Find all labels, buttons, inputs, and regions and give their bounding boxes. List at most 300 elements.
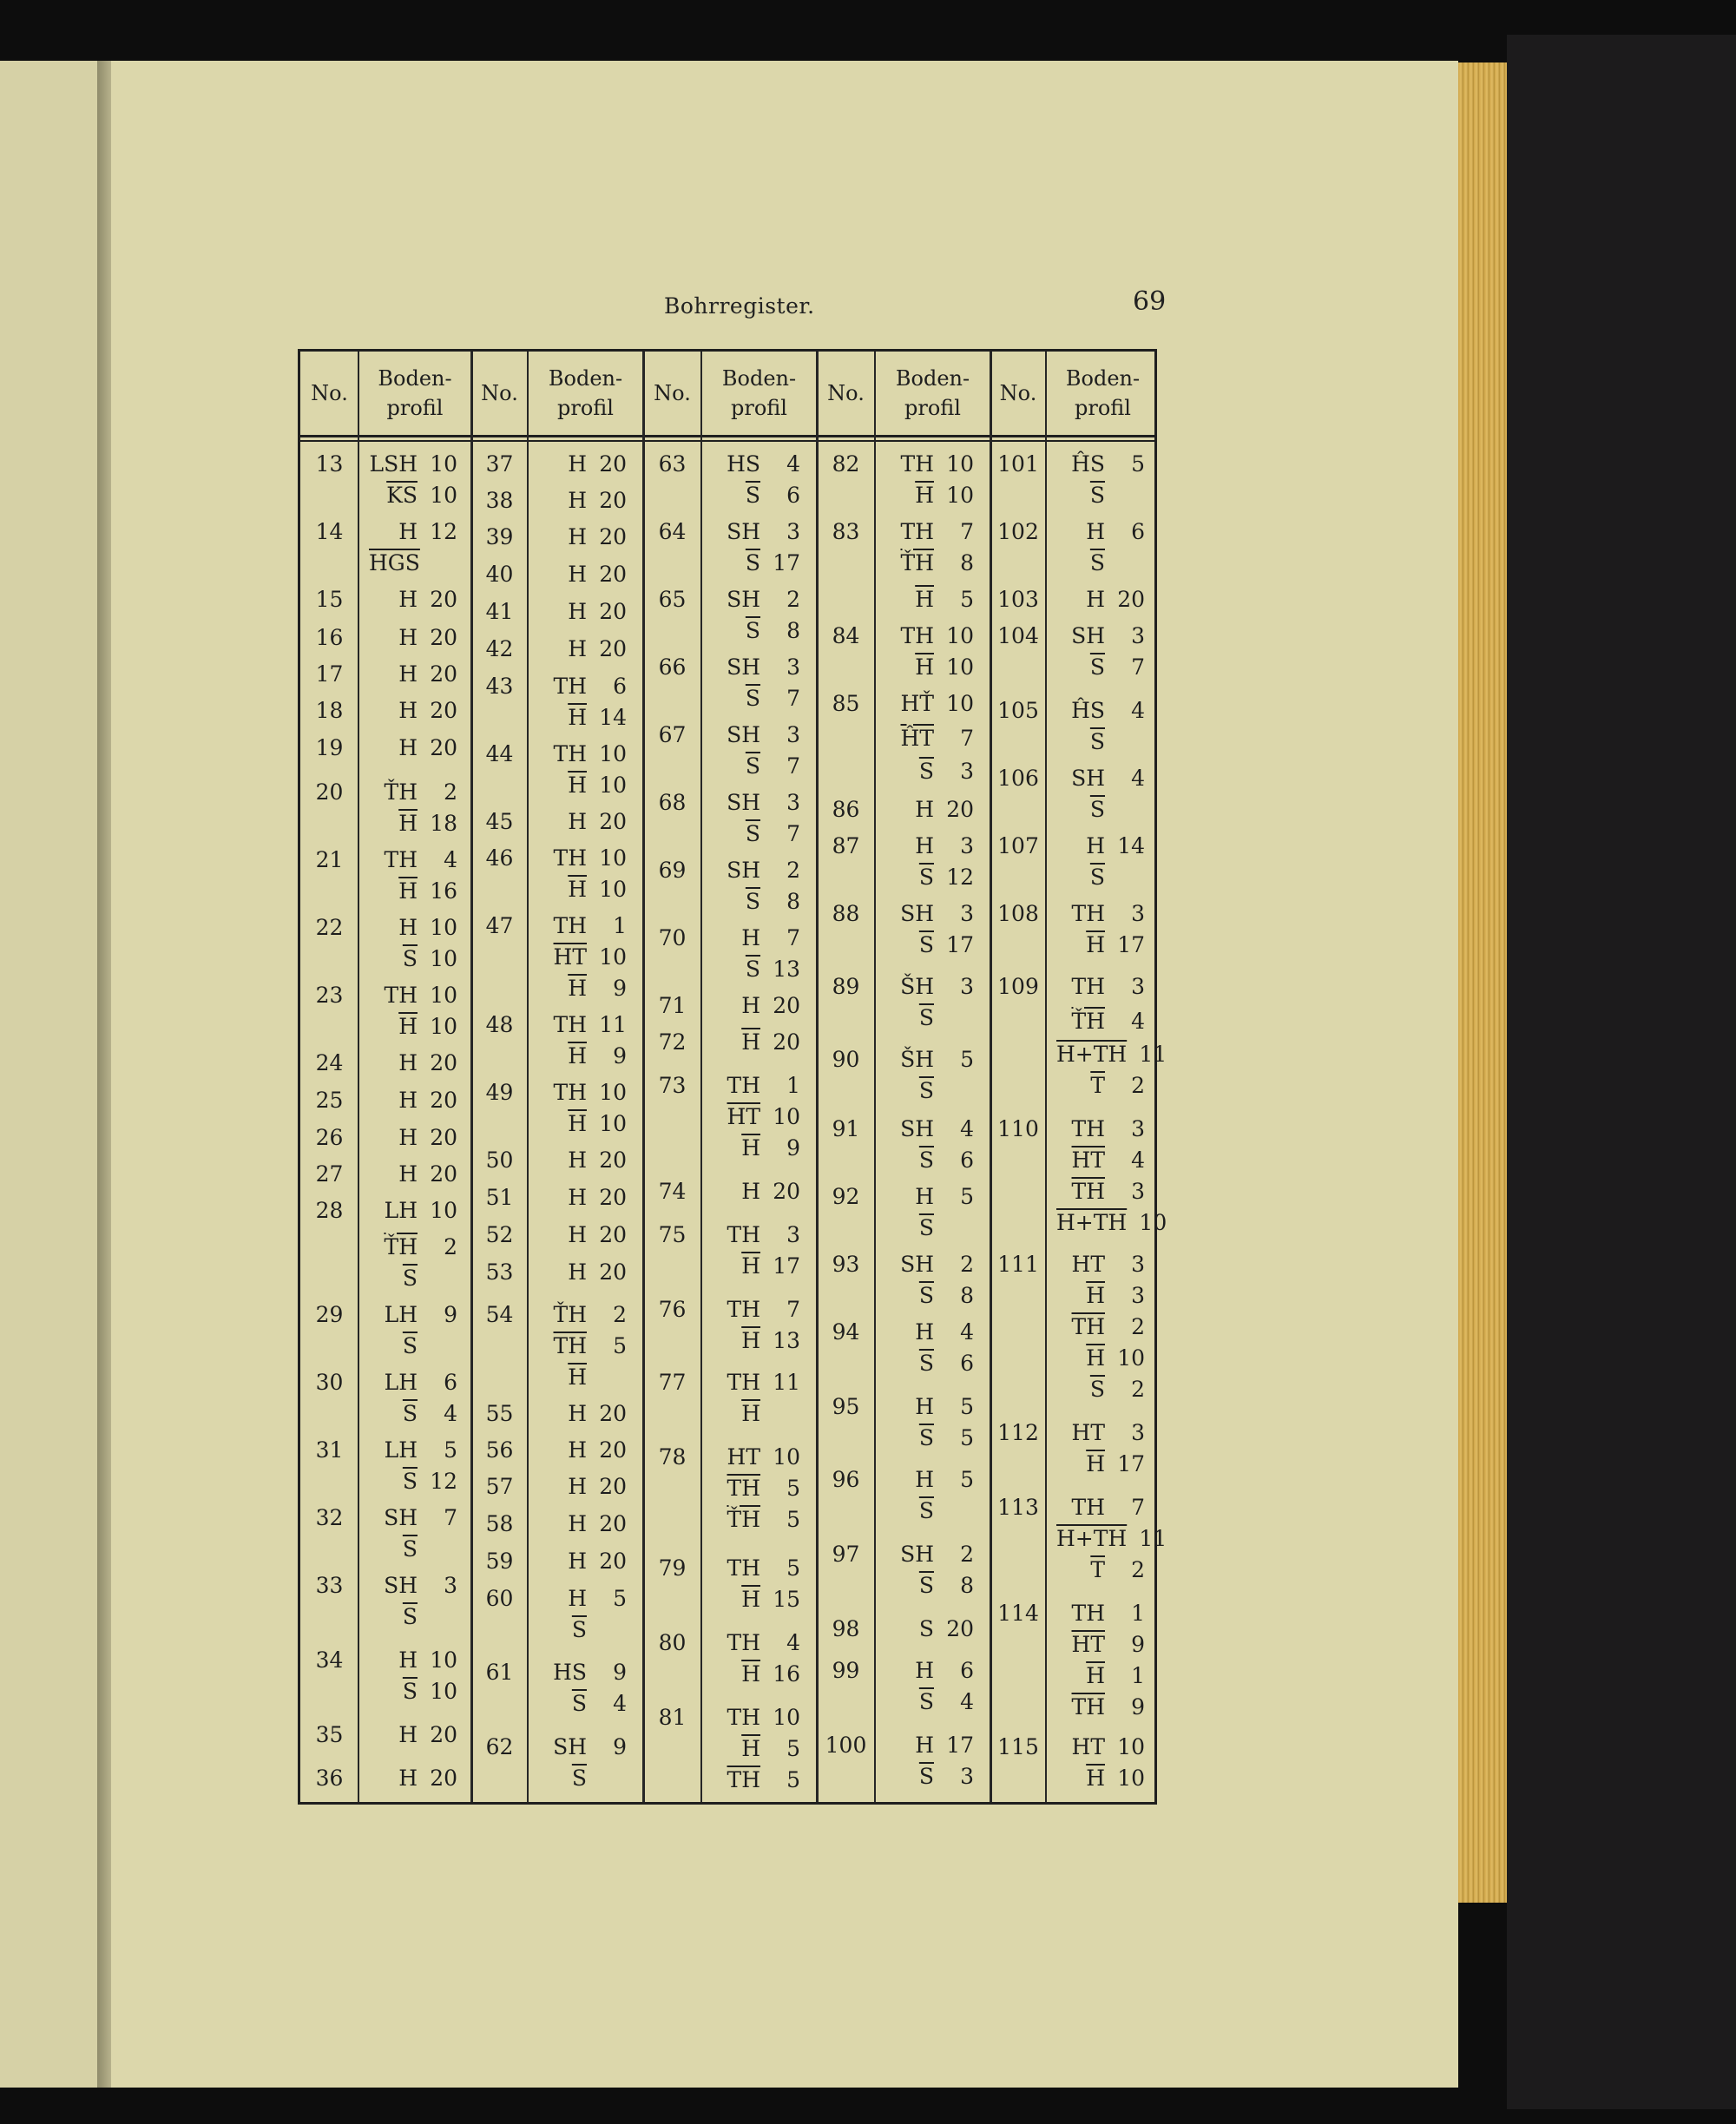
row-number: 13	[315, 451, 344, 477]
thickness-value: 10	[430, 946, 457, 971]
row-number: 15	[315, 587, 344, 612]
soil-code: $\overline{S}$	[1089, 729, 1105, 754]
thickness-value: 2	[1131, 1557, 1145, 1582]
row-number: 67	[658, 722, 687, 747]
profile-line	[1056, 519, 1145, 545]
soil-code: $\overline{S}$	[1089, 1377, 1105, 1402]
profile-line	[885, 1078, 974, 1104]
soil-code: $\overline{H}$	[741, 1587, 760, 1612]
thickness-value: 4	[960, 1689, 974, 1714]
thickness-value: 7	[786, 821, 800, 846]
row-number: 103	[997, 587, 1039, 612]
thickness-value: 4	[786, 1630, 800, 1655]
thickness-value: 3	[1131, 1420, 1145, 1445]
soil-code: HS	[553, 1660, 587, 1685]
thickness-value: 11	[1139, 1526, 1167, 1551]
soil-code: $\overline{HT}$	[727, 1104, 760, 1129]
thickness-value: 10	[1117, 1345, 1145, 1371]
soil-code: H	[568, 809, 587, 834]
thickness-value: 6	[786, 483, 800, 508]
profile-line	[885, 1215, 974, 1241]
profile-line	[538, 1012, 627, 1038]
thickness-value: 3	[444, 1573, 457, 1598]
soil-code: SH	[727, 858, 760, 883]
profile-line	[712, 753, 800, 779]
thickness-value: 2	[444, 1234, 457, 1259]
profile-line	[369, 483, 457, 509]
thickness-value: 4	[1131, 1147, 1145, 1173]
thickness-value: 20	[430, 735, 457, 760]
row-number: 46	[485, 845, 514, 871]
row-number: 61	[485, 1660, 514, 1685]
soil-code: H	[398, 1766, 418, 1791]
row-number: 102	[997, 519, 1039, 544]
row-number: 88	[832, 901, 860, 926]
soil-code: H	[398, 587, 418, 612]
soil-code: $\overline{S}$	[918, 1425, 934, 1450]
thickness-value: 20	[946, 1616, 974, 1641]
soil-code: TH	[900, 451, 934, 477]
soil-code: SH	[1071, 623, 1105, 648]
profile-line	[369, 1266, 457, 1292]
thickness-value: 20	[430, 625, 457, 650]
soil-code: LSH	[369, 451, 418, 477]
profile-line	[1056, 1283, 1145, 1309]
soil-code: H	[915, 1467, 934, 1492]
header-profil-line2: profil	[557, 396, 614, 420]
soil-code: H	[568, 1185, 587, 1210]
profile-line	[885, 1573, 974, 1599]
row-number: 36	[315, 1766, 344, 1791]
thickness-value: 6	[960, 1351, 974, 1376]
profile-line	[885, 519, 974, 545]
profile-line	[1056, 1451, 1145, 1477]
soil-code: $\overline{S}$	[745, 686, 760, 711]
header-profil-line1: Boden-	[548, 366, 623, 391]
soil-code: $\overline{S}$	[745, 550, 760, 575]
row-number: 83	[832, 519, 860, 544]
soil-code: H	[568, 1259, 587, 1285]
thickness-value: 9	[1131, 1632, 1145, 1657]
thickness-value: 10	[599, 741, 627, 766]
profile-line	[369, 1234, 457, 1260]
soil-code: $\overline{H}$	[568, 877, 587, 902]
soil-code: H	[398, 625, 418, 650]
soil-code: $\overline{S}$	[402, 1266, 418, 1291]
profile-line	[885, 587, 974, 613]
profile-line	[1056, 1601, 1145, 1627]
profile-line	[885, 974, 974, 1000]
profile-line	[538, 773, 627, 799]
soil-code: TH	[1071, 1495, 1105, 1520]
profile-line	[538, 1302, 627, 1328]
row-number: 24	[315, 1050, 344, 1075]
row-number: 45	[485, 809, 514, 834]
profile-line	[538, 1147, 627, 1174]
thickness-value: 20	[599, 1511, 627, 1536]
thickness-value: 10	[599, 1080, 627, 1105]
soil-code: H	[568, 562, 587, 587]
soil-code: H	[915, 1733, 934, 1758]
thickness-value: 6	[960, 1147, 974, 1173]
soil-code: H	[741, 993, 760, 1018]
row-number: 99	[832, 1658, 860, 1683]
row-number: 53	[485, 1259, 514, 1285]
row-number: 55	[485, 1401, 514, 1426]
thickness-value: 8	[786, 889, 800, 914]
profile-line	[538, 1617, 627, 1643]
soil-code: $\overline{H}$	[741, 1401, 760, 1426]
soil-code: $\overline{S}$	[918, 1078, 934, 1103]
row-number: 14	[315, 519, 344, 544]
profile-line	[538, 1185, 627, 1211]
row-number: 73	[658, 1073, 687, 1098]
running-title: Bohrregister.	[664, 293, 815, 319]
profile-line	[885, 833, 974, 859]
soil-code: SH	[727, 519, 760, 544]
soil-code: H	[1086, 519, 1105, 544]
profile-line	[369, 1014, 457, 1040]
profile-line	[1056, 1252, 1145, 1278]
thickness-value: 10	[946, 691, 974, 716]
thickness-value: 9	[1131, 1694, 1145, 1720]
profile-line	[538, 1691, 627, 1717]
profile-line	[712, 1507, 800, 1533]
header-bodenprofil	[528, 352, 643, 435]
profile-line	[885, 1733, 974, 1759]
profile-line	[885, 654, 974, 681]
soil-code: $\overline{H}$	[741, 1328, 760, 1353]
soil-code: HŤ	[900, 691, 934, 716]
row-number: 20	[315, 779, 344, 805]
header-profil-line2: profil	[731, 396, 787, 420]
thickness-value: 1	[613, 913, 627, 938]
soil-code: TH	[553, 741, 587, 766]
soil-code: $\overline{S}$	[918, 1689, 934, 1714]
soil-code: TH	[553, 1080, 587, 1105]
profile-line	[538, 741, 627, 767]
soil-code: HT	[1071, 1252, 1105, 1277]
thickness-value: 12	[430, 1469, 457, 1494]
soil-code: TH	[384, 983, 418, 1008]
profile-line	[885, 1542, 974, 1568]
thickness-value: 11	[599, 1012, 627, 1037]
soil-code: SH	[384, 1505, 418, 1530]
row-number: 40	[485, 562, 514, 587]
profile-line	[1056, 1314, 1145, 1340]
profile-line	[538, 913, 627, 939]
page-number: 69	[1133, 286, 1167, 317]
soil-code: S	[918, 1616, 934, 1641]
row-number: 115	[997, 1734, 1039, 1759]
soil-code: $\overline{S}$	[745, 753, 760, 779]
thickness-value: 6	[444, 1370, 457, 1395]
profile-line	[885, 1047, 974, 1073]
header-no	[643, 352, 701, 435]
soil-code: $\overline{S}$	[402, 1469, 418, 1494]
row-number: 111	[997, 1252, 1039, 1277]
thickness-value: 10	[599, 944, 627, 970]
thickness-value: 10	[1139, 1210, 1167, 1235]
soil-code: $\overline{S}$	[571, 1766, 587, 1791]
profile-line	[885, 1252, 974, 1278]
soil-code: H+TH	[1056, 1042, 1128, 1067]
profile-line	[712, 889, 800, 915]
soil-code: $\overline{HT}$	[1071, 1147, 1105, 1173]
profile-line	[369, 811, 457, 837]
soil-code: $\overline{S}$	[745, 483, 760, 508]
thickness-value: 4	[613, 1691, 627, 1716]
thickness-value: 4	[960, 1319, 974, 1345]
profile-line	[712, 957, 800, 983]
profile-line	[369, 1604, 457, 1630]
profile-line	[712, 1587, 800, 1613]
soil-code: H	[568, 1511, 587, 1536]
profile-line	[712, 451, 800, 477]
soil-code: $\overline{ŤH}$	[1071, 1009, 1105, 1034]
column-divider	[1045, 352, 1047, 1802]
profile-line	[538, 1586, 627, 1612]
thickness-value: 20	[599, 1549, 627, 1574]
soil-code: $\overline{H}$	[568, 1364, 587, 1390]
thickness-value: 13	[773, 957, 800, 982]
row-number: 76	[658, 1297, 687, 1322]
page-edges	[1458, 62, 1507, 1903]
profile-line	[1056, 1557, 1145, 1583]
soil-code: H	[398, 661, 418, 687]
thickness-value: 20	[430, 698, 457, 723]
soil-code: $\overline{H}$	[915, 587, 934, 612]
thickness-value: 3	[786, 519, 800, 544]
profile-line	[369, 1370, 457, 1396]
thickness-value: 17	[946, 932, 974, 957]
profile-line	[1056, 1210, 1167, 1236]
row-number: 27	[315, 1161, 344, 1187]
thickness-value: 10	[946, 654, 974, 680]
soil-code: $\overline{H}$	[915, 654, 934, 680]
profile-line	[538, 1333, 627, 1359]
profile-line	[369, 587, 457, 613]
profile-line	[369, 1302, 457, 1328]
row-number: 35	[315, 1722, 344, 1747]
row-number: 82	[832, 451, 860, 477]
profile-line	[885, 1498, 974, 1524]
thickness-value: 7	[786, 1297, 800, 1322]
header-rule	[300, 435, 1154, 442]
profile-line	[885, 1184, 974, 1210]
book-gutter	[97, 61, 111, 2088]
soil-code: H	[398, 1647, 418, 1673]
thickness-value: 5	[960, 587, 974, 612]
profile-line	[538, 845, 627, 871]
thickness-value: 2	[1131, 1073, 1145, 1098]
soil-code: $\overline{S}$	[402, 1536, 418, 1562]
profile-line	[712, 1328, 800, 1354]
soil-code: $\overline{S}$	[918, 1283, 934, 1308]
row-number: 51	[485, 1185, 514, 1210]
row-number: 32	[315, 1505, 344, 1530]
soil-code: TH	[553, 913, 587, 938]
soil-code: $\overline{S}$	[918, 1573, 934, 1598]
thickness-value: 17	[773, 550, 800, 575]
thickness-value: 20	[773, 993, 800, 1018]
soil-code: $\overline{S}$	[1089, 865, 1105, 890]
soil-code: TH	[1071, 901, 1105, 926]
profile-line	[712, 1476, 800, 1502]
thickness-value: 10	[1117, 1734, 1145, 1759]
header-no	[471, 352, 528, 435]
soil-code: $\overline{S}$	[1089, 654, 1105, 680]
thickness-value: 2	[1131, 1377, 1145, 1402]
profile-line	[369, 1536, 457, 1562]
thickness-value: 5	[613, 1333, 627, 1358]
row-number: 86	[832, 797, 860, 822]
profile-line	[712, 858, 800, 884]
soil-code: TH	[727, 1297, 760, 1322]
row-number: 17	[315, 661, 344, 687]
thickness-value: 12	[946, 865, 974, 890]
soil-code: H	[568, 1222, 587, 1247]
row-number: 89	[832, 974, 860, 999]
header-profil-line1: Boden-	[895, 366, 970, 391]
profile-line	[885, 1616, 974, 1642]
header-no-label: No.	[827, 381, 865, 405]
profile-line	[538, 599, 627, 625]
profile-line	[369, 915, 457, 941]
row-number: 109	[997, 974, 1039, 999]
profile-line	[369, 779, 457, 806]
profile-line	[369, 946, 457, 972]
thickness-value: 2	[960, 1252, 974, 1277]
row-number: 34	[315, 1647, 344, 1673]
soil-code: TH	[553, 674, 587, 699]
soil-code: TH	[1071, 974, 1105, 999]
soil-code: $\overline{TH}$	[727, 1767, 760, 1792]
row-number: 107	[997, 833, 1039, 858]
soil-code: H	[915, 1658, 934, 1683]
soil-code: ŤH	[553, 1302, 587, 1327]
soil-code: H	[741, 1179, 760, 1204]
soil-code: H	[568, 636, 587, 661]
profile-line	[885, 759, 974, 785]
profile-line	[1056, 1042, 1167, 1068]
thickness-value: 10	[430, 451, 457, 477]
soil-code: SH	[900, 1542, 934, 1567]
profile-line	[885, 623, 974, 649]
soil-code: H	[915, 1184, 934, 1209]
soil-code: $\overline{S}$	[918, 1147, 934, 1173]
row-number: 28	[315, 1198, 344, 1223]
profile-line	[885, 1425, 974, 1451]
soil-code: $\overline{S}$	[745, 889, 760, 914]
thickness-value: 10	[430, 1647, 457, 1673]
row-number: 30	[315, 1370, 344, 1395]
thickness-value: 3	[786, 722, 800, 747]
profile-line	[1056, 797, 1145, 823]
row-number: 72	[658, 1029, 687, 1055]
thickness-value: 5	[786, 1767, 800, 1792]
header-profil-line2: profil	[904, 396, 961, 420]
header-no	[990, 352, 1046, 435]
profile-line	[712, 587, 800, 613]
soil-code: $\overline{H}$	[568, 773, 587, 798]
row-number: 33	[315, 1573, 344, 1598]
soil-code: $\overline{TH}$	[1071, 1694, 1105, 1720]
thickness-value: 10	[430, 1014, 457, 1039]
thickness-value: 20	[599, 562, 627, 587]
profile-line	[1056, 865, 1145, 891]
row-number: 21	[315, 847, 344, 872]
header-profil-line1: Boden-	[378, 366, 452, 391]
row-number: 54	[485, 1302, 514, 1327]
soil-code: $\overline{ŤH}$	[384, 1234, 418, 1259]
profile-line	[369, 878, 457, 904]
thickness-value: 2	[786, 858, 800, 883]
header-no-label: No.	[999, 381, 1037, 405]
column-divider	[874, 352, 876, 1802]
thickness-value: 10	[430, 1679, 457, 1704]
thickness-value: 5	[786, 1476, 800, 1501]
profile-line	[369, 735, 457, 761]
soil-code: H	[915, 833, 934, 858]
row-number: 25	[315, 1088, 344, 1113]
thickness-value: 16	[430, 878, 457, 904]
soil-code: $\overline{TH}$	[553, 1333, 587, 1358]
soil-code: H	[1086, 833, 1105, 858]
thickness-value: 10	[430, 983, 457, 1008]
row-number: 70	[658, 925, 687, 950]
thickness-value: 5	[1131, 451, 1145, 477]
row-number: 39	[485, 524, 514, 549]
profile-line	[1056, 1734, 1145, 1760]
soil-code: H	[398, 1125, 418, 1150]
soil-code: $\overline{S}$	[402, 1679, 418, 1704]
soil-code: TH	[727, 1555, 760, 1581]
row-number: 69	[658, 858, 687, 883]
profile-line	[712, 1135, 800, 1161]
thickness-value: 5	[613, 1586, 627, 1611]
soil-code: LH	[384, 1198, 418, 1223]
thickness-value: 7	[786, 686, 800, 711]
soil-code: H	[398, 1722, 418, 1747]
profile-line	[538, 1401, 627, 1427]
soil-code: H	[915, 797, 934, 822]
thickness-value: 5	[960, 1184, 974, 1209]
thickness-value: 3	[960, 833, 974, 858]
row-number: 75	[658, 1222, 687, 1247]
thickness-value: 11	[1139, 1042, 1167, 1067]
profile-line	[369, 1505, 457, 1531]
row-number: 85	[832, 691, 860, 716]
soil-code: $\overline{S}$	[402, 1604, 418, 1629]
thickness-value: 4	[960, 1116, 974, 1141]
row-number: 110	[997, 1116, 1039, 1141]
profile-line	[538, 877, 627, 903]
thickness-value: 7	[444, 1505, 457, 1530]
soil-code: $\overline{S}$	[918, 1215, 934, 1240]
thickness-value: 4	[1131, 698, 1145, 723]
soil-code: TH	[727, 1630, 760, 1655]
thickness-value: 6	[1131, 519, 1145, 544]
row-number: 50	[485, 1147, 514, 1173]
soil-code: $\overline{S}$	[402, 946, 418, 971]
thickness-value: 3	[1131, 901, 1145, 926]
profile-line	[538, 1111, 627, 1137]
soil-code: H	[398, 1161, 418, 1187]
profile-line	[538, 1043, 627, 1069]
profile-line	[369, 1437, 457, 1463]
profile-line	[885, 550, 974, 576]
